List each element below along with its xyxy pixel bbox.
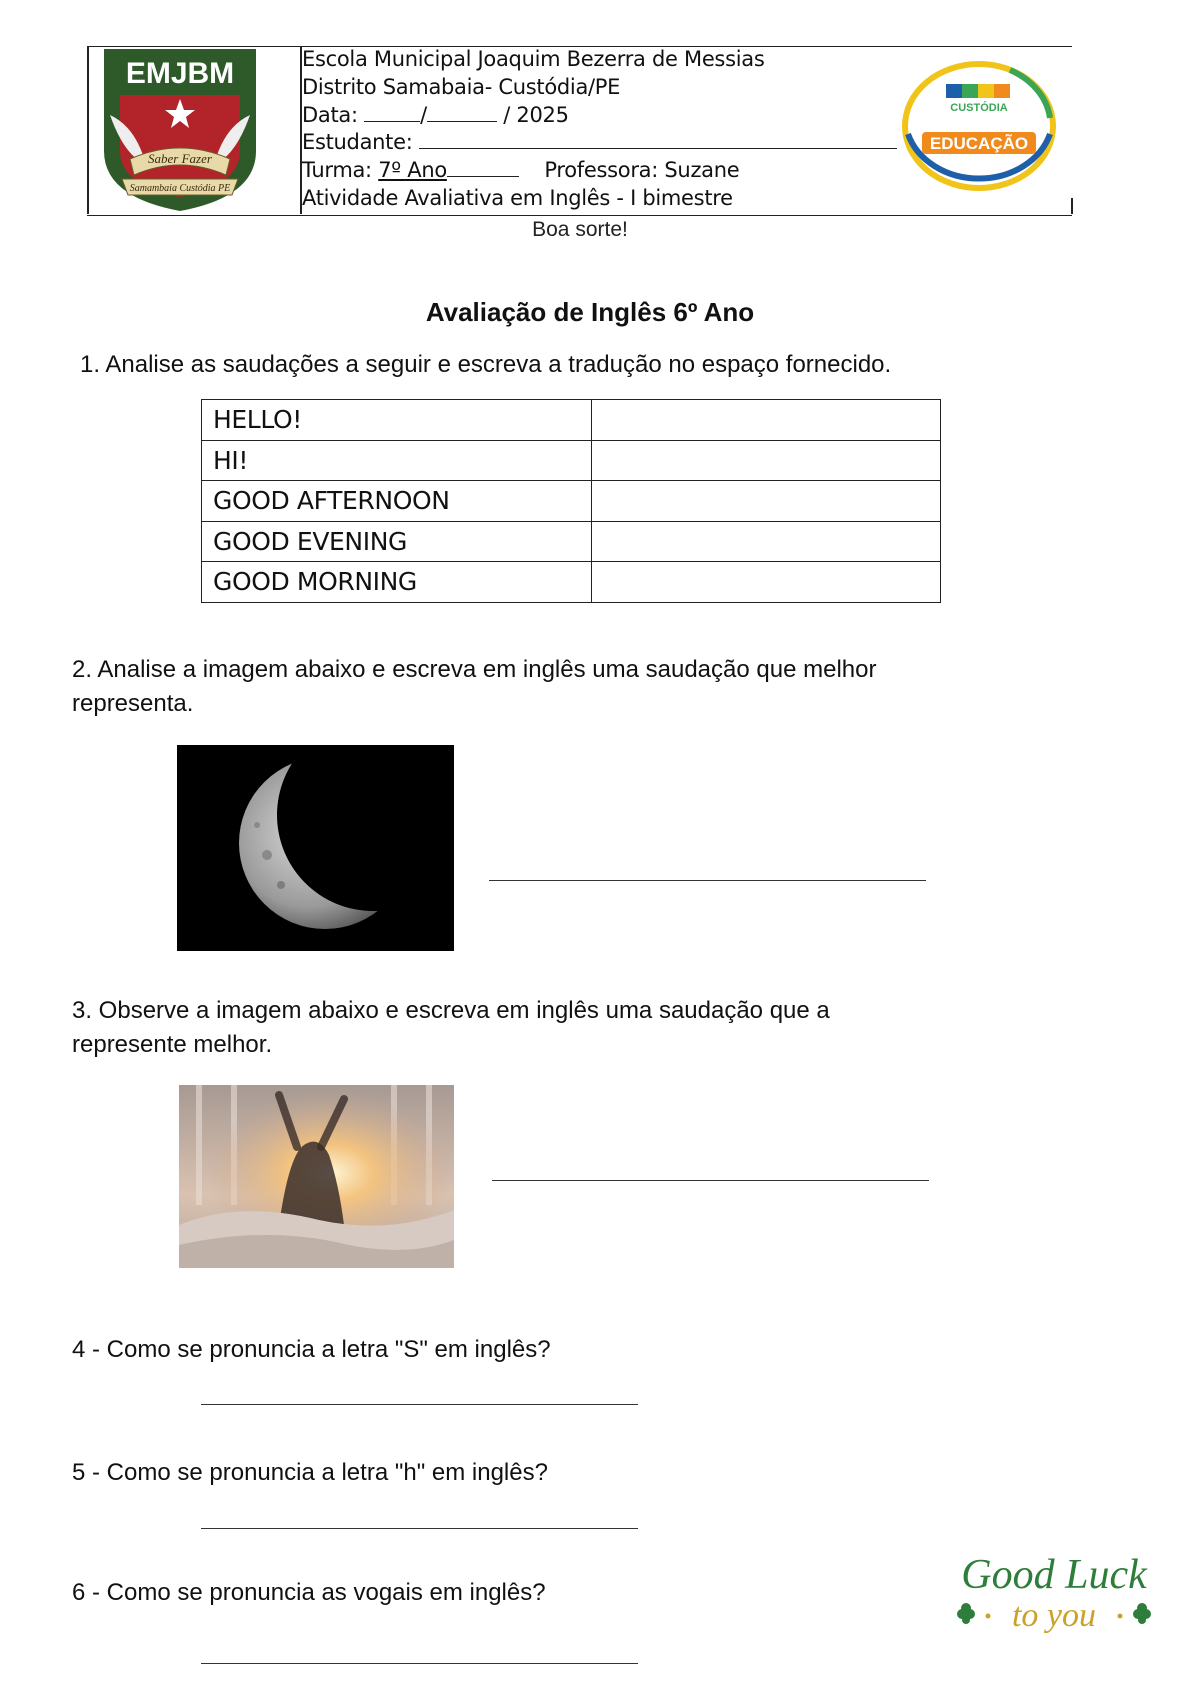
morning-image [179, 1085, 454, 1268]
clover-icon [1133, 1603, 1151, 1624]
school-crest-logo [100, 47, 260, 213]
question-5: 5 - Como se pronuncia a letra "h" em inglês? [72, 1459, 548, 1486]
class-label: Turma: [302, 158, 372, 183]
answer-line-q6[interactable] [201, 1663, 638, 1664]
header-divider [1071, 198, 1073, 214]
activity: Atividade Avaliativa em Inglês - I bimestre [302, 185, 733, 210]
class-underline [447, 158, 519, 177]
good-luck-line2: to you [1011, 1597, 1097, 1634]
header-info [302, 46, 902, 213]
question-2 [72, 653, 876, 721]
good-luck-note: Boa sorte! [532, 218, 628, 241]
question-2-line: representa. [72, 690, 194, 717]
date-year: / 2025 [503, 102, 569, 127]
translation-cell[interactable] [592, 521, 941, 562]
question-2-line: 2. Analise a imagem abaixo e escreva em inglês uma saudação que melhor [72, 656, 877, 683]
date-row: Data: / / 2025 [302, 102, 569, 127]
clover-icon [957, 1603, 975, 1624]
question-3-line: represente melhor. [72, 1031, 273, 1058]
question-1: 1. Analise as saudações a seguir e escreva a tradução no espaço fornecido. [80, 351, 892, 378]
class-value: 7º Ano [378, 158, 447, 183]
translation-cell[interactable] [592, 440, 941, 481]
table-row [202, 400, 941, 441]
greeting-cell: GOOD EVENING [202, 521, 592, 562]
question-4: 4 - Como se pronuncia a letra "S" em inglês? [72, 1336, 551, 1363]
date-day-field[interactable] [364, 103, 420, 122]
greetings-table [201, 399, 941, 603]
question-6: 6 - Como se pronuncia as vogais em inglês? [72, 1579, 546, 1606]
table-row [202, 562, 941, 603]
table-row [202, 481, 941, 522]
date-month-field[interactable] [427, 103, 497, 122]
crest-title: EMJBM [125, 57, 235, 90]
student-name-field[interactable] [419, 130, 897, 149]
question-3 [72, 994, 830, 1062]
education-logo [900, 58, 1058, 194]
district: Distrito Samabaia- Custódia/PE [302, 74, 621, 99]
good-luck-line1: Good Luck [961, 1552, 1147, 1598]
class-row [302, 157, 902, 185]
answer-line-q3[interactable] [492, 1180, 929, 1181]
table-row [202, 440, 941, 481]
greeting-cell: GOOD AFTERNOON [202, 481, 592, 522]
date-label: Data: [302, 102, 358, 127]
student-row [302, 129, 902, 157]
table-row [202, 521, 941, 562]
greeting-cell: GOOD MORNING [202, 562, 592, 603]
translation-cell[interactable] [592, 562, 941, 603]
crest-banner-text: Samambaia Custódia PE [129, 183, 231, 194]
answer-line-q2[interactable] [489, 880, 926, 881]
translation-cell[interactable] [592, 400, 941, 441]
crest-ribbon-text: Saber Fazer [148, 151, 212, 166]
page-title: Avaliação de Inglês 6º Ano [425, 297, 755, 327]
student-label: Estudante: [302, 130, 413, 155]
greeting-cell: HI! [202, 440, 592, 481]
header-divider [87, 46, 89, 214]
greeting-cell: HELLO! [202, 400, 592, 441]
question-3-line: 3. Observe a imagem abaixo e escreva em inglês uma saudação que a [72, 997, 830, 1024]
good-luck-logo [944, 1548, 1164, 1658]
school-name: Escola Municipal Joaquim Bezerra de Messias [302, 47, 765, 71]
answer-line-q5[interactable] [201, 1528, 638, 1529]
answer-line-q4[interactable] [201, 1404, 638, 1405]
translation-cell[interactable] [592, 481, 941, 522]
education-logo-text: EDUCAÇÃO [929, 134, 1029, 153]
education-logo-city: CUSTÓDIA [950, 102, 1008, 114]
moon-image [177, 745, 454, 951]
teacher: Professora: Suzane [544, 158, 740, 183]
